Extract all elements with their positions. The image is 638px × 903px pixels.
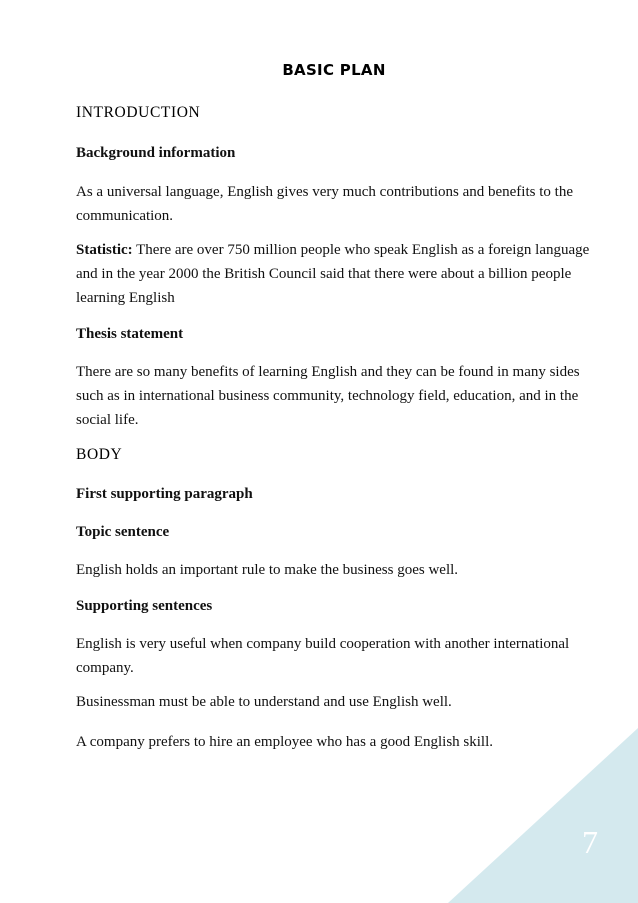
- corner-triangle: [448, 728, 638, 903]
- statistic-text: There are over 750 million people who speak English as a foreign language and in the year 2000 the British Council said that there were about a billion people learning English: [76, 242, 590, 306]
- thesis-heading: Thesis statement: [76, 326, 184, 342]
- body-heading: BODY: [76, 446, 123, 463]
- topic-heading: Topic sentence: [76, 524, 170, 540]
- supporting-sentence-1: English is very useful when company build cooperation with another international company.: [76, 636, 570, 676]
- supporting-sentence-2: Businessman must be able to understand and use English well.: [76, 694, 452, 710]
- page-title: BASIC PLAN: [282, 61, 386, 79]
- background-heading: Background information: [76, 145, 236, 161]
- introduction-heading: INTRODUCTION: [76, 104, 201, 121]
- supporting-heading: Supporting sentences: [76, 598, 213, 614]
- statistic-label: Statistic:: [76, 242, 133, 258]
- statistic-paragraph: [76, 238, 596, 310]
- supporting-sentence-3: A company prefers to hire an employee who has a good English skill.: [76, 734, 493, 750]
- corner-decoration: [448, 728, 638, 903]
- page-number: 7: [582, 824, 598, 860]
- first-paragraph-heading: First supporting paragraph: [76, 486, 253, 502]
- thesis-paragraph: There are so many benefits of learning English and they can be found in many sides such as in international business community, technology field, education, and in the social life.: [76, 364, 580, 428]
- topic-sentence: English holds an important rule to make the business goes well.: [76, 562, 459, 578]
- background-paragraph: As a universal language, English gives very much contributions and benefits to the communication.: [76, 184, 573, 224]
